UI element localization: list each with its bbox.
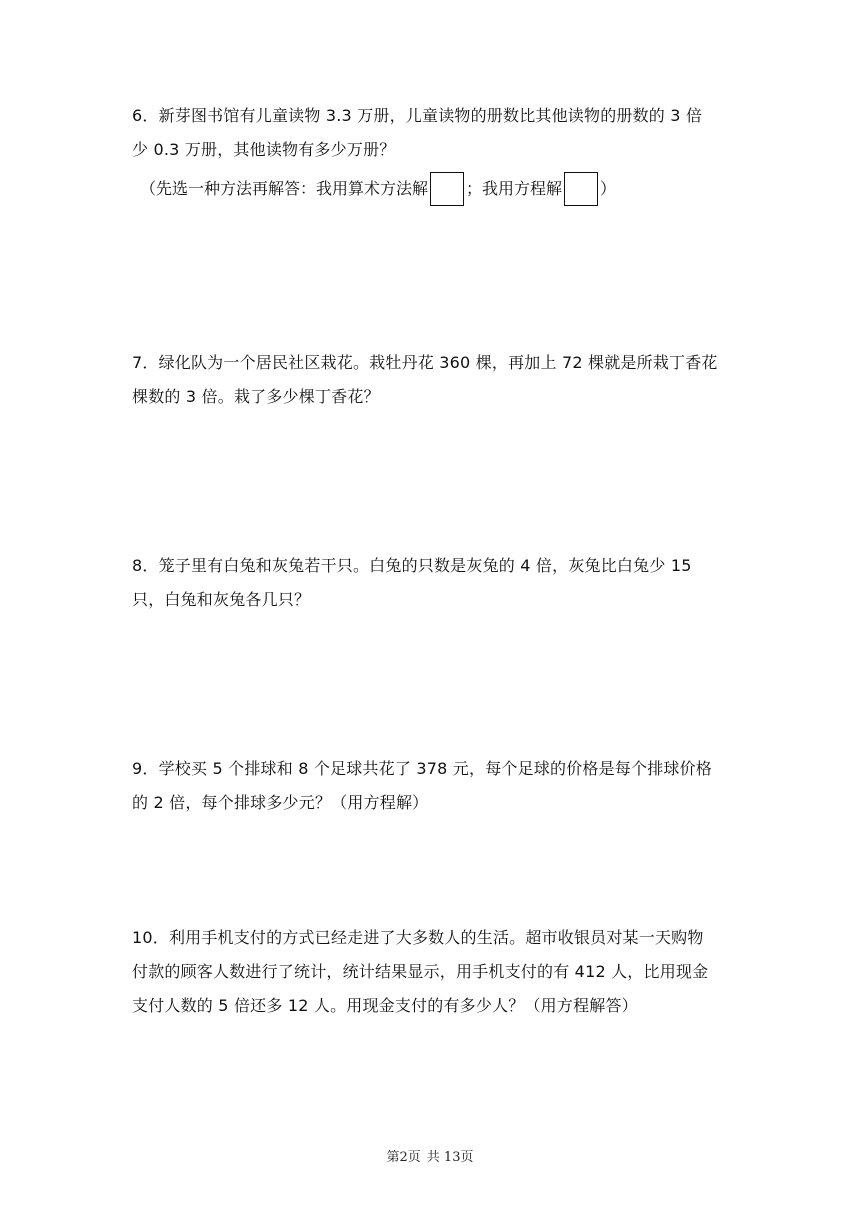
question-10-line-1: 10．利用手机支付的方式已经走进了大多数人的生活。超市收银员对某一天购物 bbox=[132, 928, 704, 947]
question-8-line-1: 8．笼子里有白兔和灰兔若干只。白兔的只数是灰兔的 4 倍，灰兔比白兔少 15 bbox=[132, 556, 692, 575]
question-7-line-1: 7．绿化队为一个居民社区栽花。栽牡丹花 360 棵，再加上 72 棵就是所栽丁香花 bbox=[132, 353, 718, 372]
page-footer bbox=[0, 1146, 860, 1165]
question-9-line-1: 9．学校买 5 个排球和 8 个足球共花了 378 元，每个足球的价格是每个排球价格 bbox=[132, 759, 712, 778]
method-note-suffix: ） bbox=[600, 179, 617, 198]
page-total: 共 13页 bbox=[426, 1150, 474, 1165]
question-6-line-2: 少 0.3 万册，其他读物有多少万册？ bbox=[132, 140, 396, 159]
question-10-line-2: 付款的顾客人数进行了统计，统计结果显示，用手机支付的有 412 人，比用现金 bbox=[132, 962, 709, 981]
method-note-middle: ；我用方程解 bbox=[466, 179, 563, 198]
equation-method-checkbox[interactable] bbox=[564, 172, 598, 206]
question-6-line-1: 6．新芽图书馆有儿童读物 3.3 万册，儿童读物的册数比其他读物的册数的 3 倍 bbox=[132, 106, 703, 125]
question-6-method-note bbox=[140, 172, 616, 206]
question-7-line-2: 棵数的 3 倍。栽了多少棵丁香花？ bbox=[132, 387, 380, 406]
page-number: 第2页 bbox=[386, 1150, 421, 1165]
arithmetic-method-checkbox[interactable] bbox=[430, 172, 464, 206]
question-8-line-2: 只，白兔和灰兔各几只？ bbox=[132, 590, 311, 609]
method-note-prefix: （先选一种方法再解答：我用算术方法解 bbox=[140, 179, 429, 198]
question-10-line-3: 支付人数的 5 倍还多 12 人。用现金支付的有多少人？（用方程解答） bbox=[132, 996, 638, 1015]
question-9-line-2: 的 2 倍，每个排球多少元？（用方程解） bbox=[132, 793, 429, 812]
